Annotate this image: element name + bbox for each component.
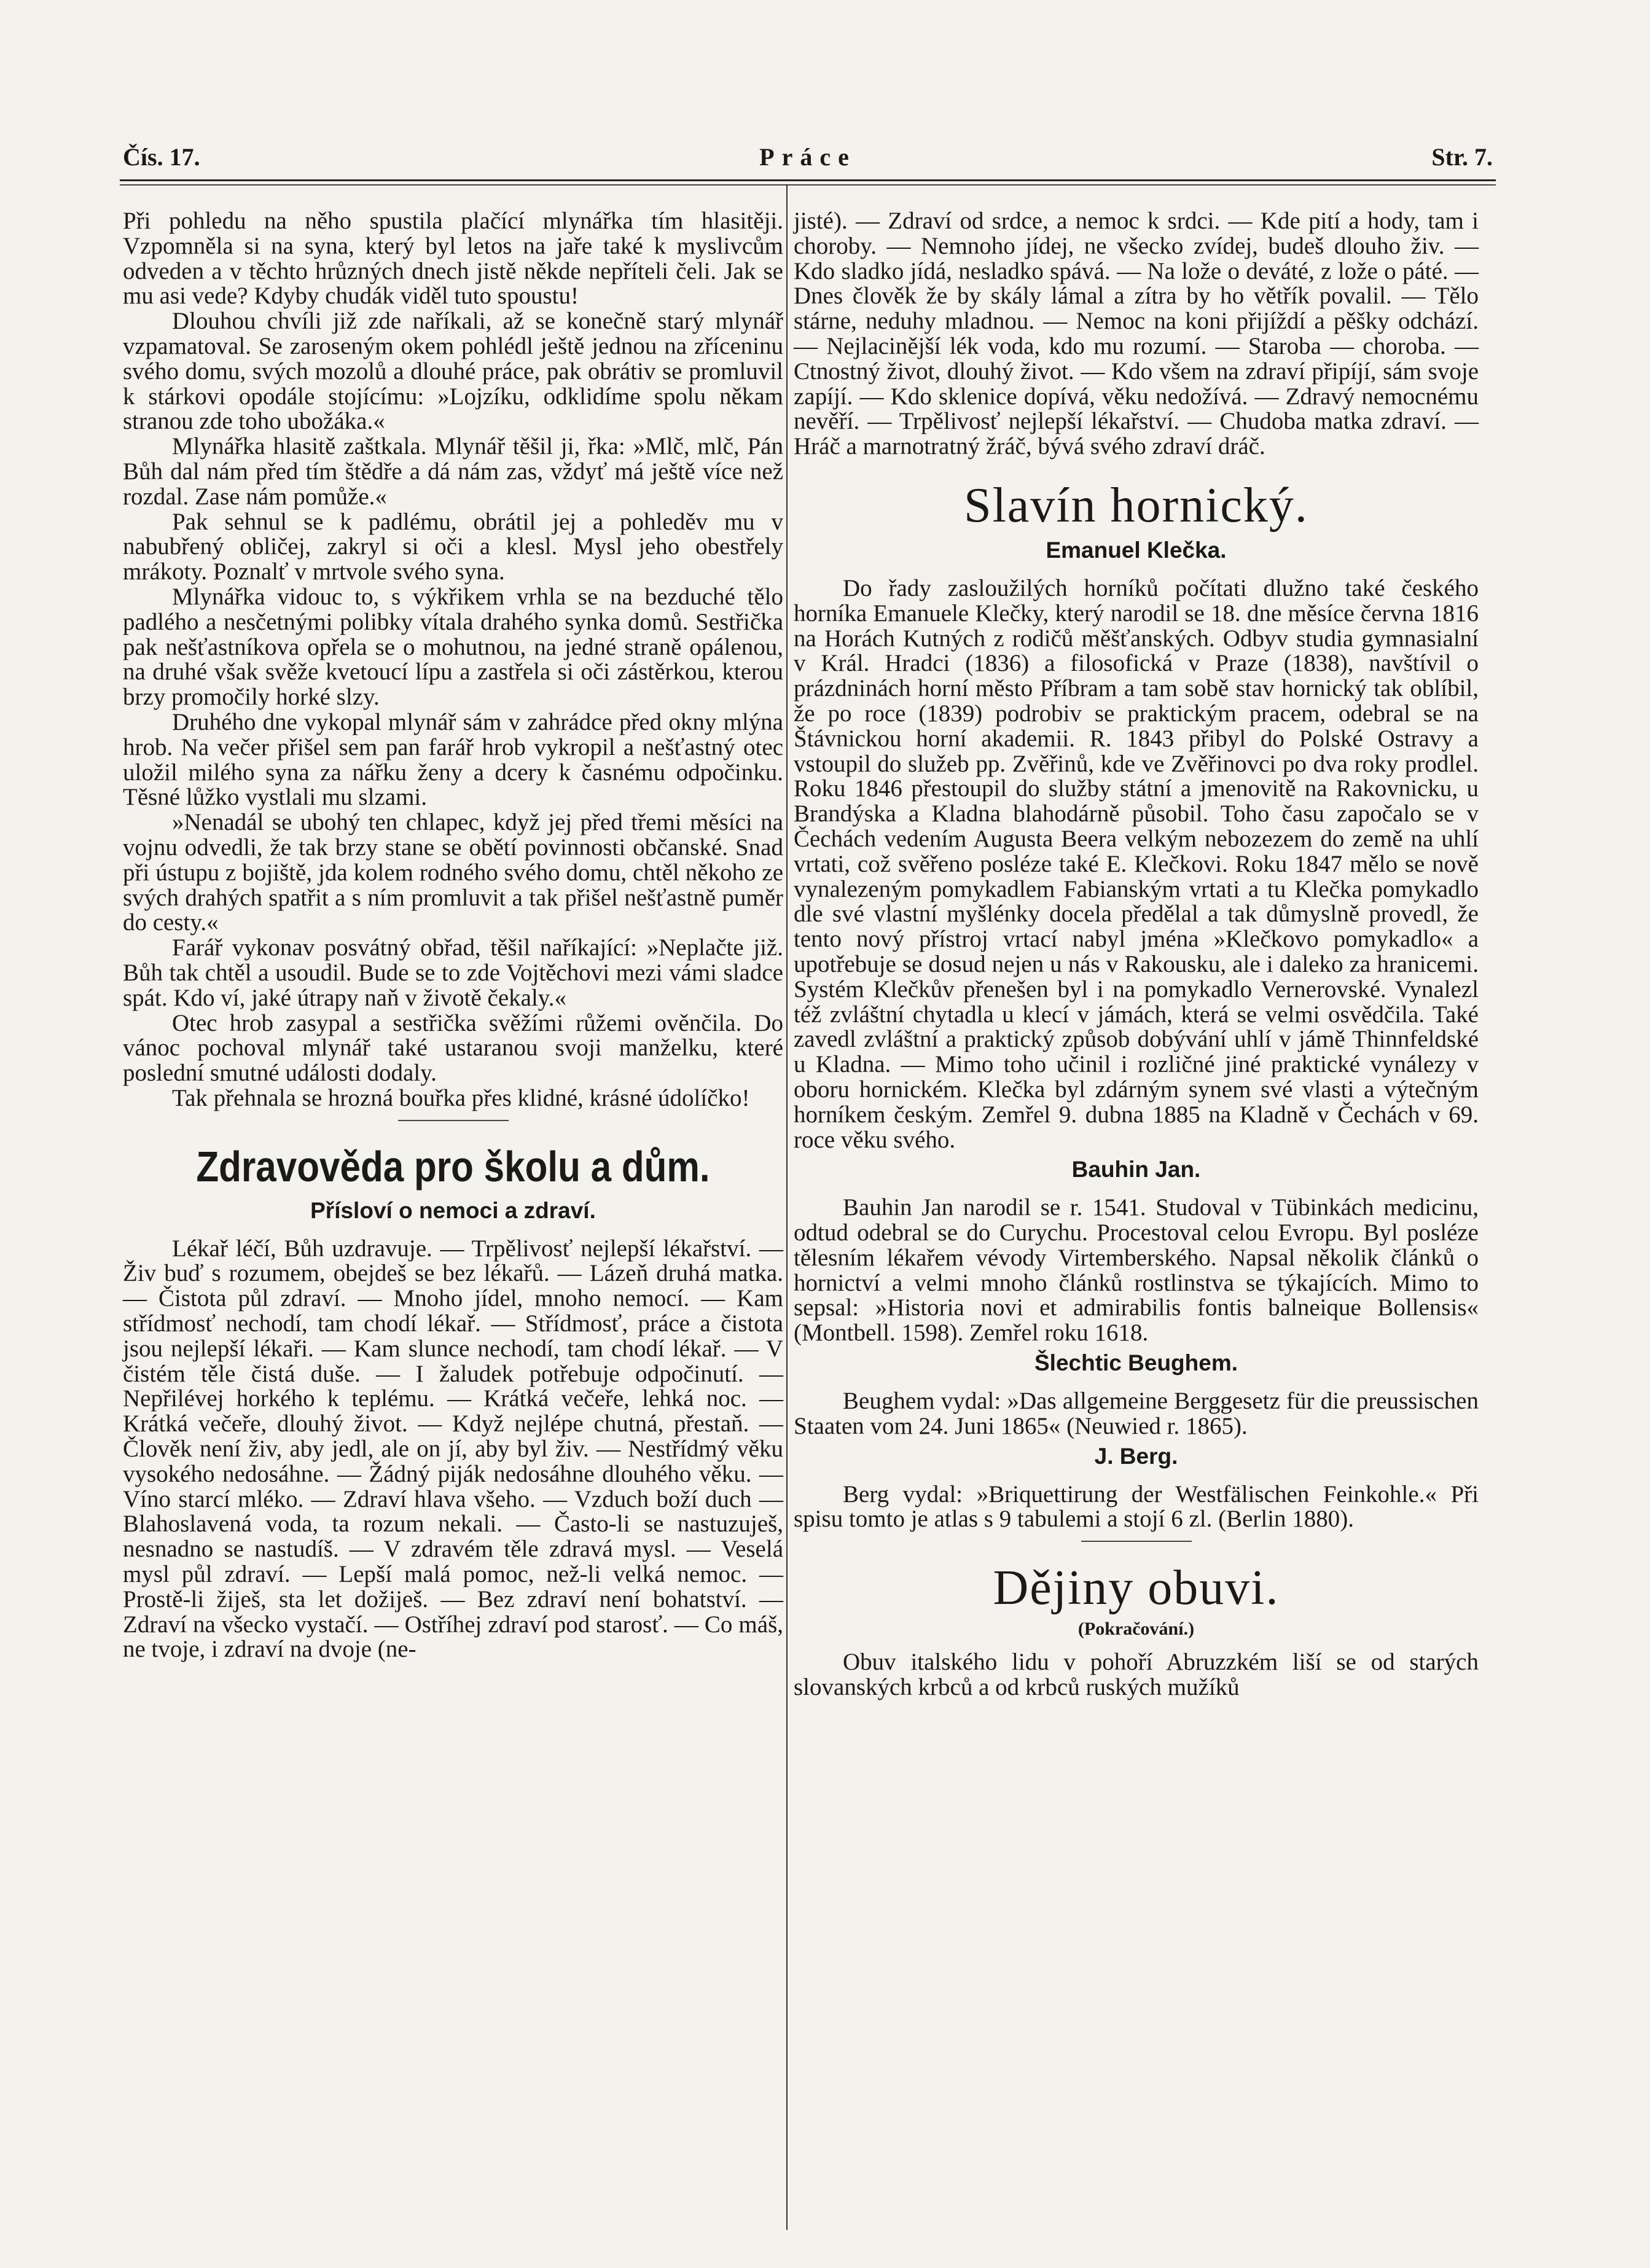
newspaper-title: Práce [759, 143, 856, 171]
story-paragraph: Otec hrob zasypal a sestřička svěžími růžemi ověnčila. Do vánoc pochoval mlynář také ustaranou svoji manželku, které poslední smutné události dodaly. [123, 1009, 783, 1087]
section-title-zdravoveda: Zdravověda pro školu a dům. [196, 1142, 710, 1191]
person-heading-bauhin: Bauhin Jan. [1071, 1157, 1201, 1183]
page-number: Str. 7. [1431, 143, 1493, 171]
story-paragraph: Tak přehnala se hrozná bouřka přes klidné, krásné údolíčko! [172, 1084, 750, 1111]
story-paragraph: Mlynářka hlasitě zaštkala. Mlynář těšil ji, řka: »Mlč, mlč, Pán Bůh dal nám před tím štědře a dá nám zas, vždyť má ještě více než rozdal. Zase nám pomůže.« [123, 433, 783, 510]
left-column [123, 209, 783, 1662]
story-paragraph: Pak sehnul se k padlému, obrátil jej a pohleděv mu v nabubřený obličej, zakryl si oči a klesl. Mysl jeho obestřely mrákoty. Poznalť v mrtvole svého syna. [123, 508, 783, 585]
section-separator [398, 1120, 509, 1121]
header-rule [120, 179, 1496, 181]
section-subtitle-prislovi: Přísloví o nemoci a zdraví. [310, 1197, 596, 1223]
person-heading-klecka: Emanuel Klečka. [1046, 537, 1227, 563]
page-header [123, 143, 1493, 179]
issue-number: Čís. 17. [123, 143, 200, 171]
proverbs-text: Lékař léčí, Bůh uzdravuje. — Trpělivosť nejlepší lékařství. — Živ buď s rozumem, obejdeš se bez lékařů. — Lázeň druhá matka. — Čistota půl zdraví. — Mnoho jídel, mnoho nemocí. — Kam střídmosť nechodí, tam chodí lékař. — Střídmosť, práce a čistota jsou nejlepší lékaři. — Kam slunce nechodí, tam chodí lékař. — V čistém těle čistá duše. — I žaludek potřebuje odpočinutí. — Nepřilévej horkého k teplému. — Krátká večeře, lehká noc. — Krátká večeře, dlouhý život. — Když nejlépe chutná, přestaň. — Člověk není živ, aby jedl, ale on jí, aby byl živ. — Nestřídmý věku vysokého nedosáhne. — Žádný piják nedosáhne dlouhého věku. — Víno starcí mléko. — Zdraví hlava všeho. — Vzduch boží duch — Blahoslavená voda, ta rozum nekali. — Často-li se nastuzuješ, nesnadno se nastudíš. — V zdravém těle zdravá mysl. — Veselá mysl půl zdraví. — Lepší malá pomoc, než-li velká nemoc. — Prostě-li žiješ, sta let dožiješ. — Bez zdraví není bohatství. — Zdraví na všecko vystačí. — Ostříhej zdraví pod starosť. — Co máš, ne tvoje, i zdraví na dvoje (ne- [123, 1235, 783, 1663]
person-heading-beughem: Šlechtic Beughem. [1034, 1350, 1238, 1376]
story-paragraph: Při pohledu na něho spustila plačící mlynářka tím hlasitěji. Vzpomněla si na syna, který byl letos na jaře také k myslivcům odveden a v těchto hrůzných dnech jistě někde nepříteli čeli. Jak se mu asi vede? Kdyby chudák viděl tuto spoustu! [123, 208, 783, 310]
klecka-biography: Do řady zasloužilých horníků počítati dlužno také českého horníka Emanuele Klečky, který narodil se 18. dne měsíce června 1816 na Horách Kutných z rodičů měšťanských. Odbyv studia gymnasialní v Král. Hradci (1836) a filosofická v Praze (1838), navštívil o prázdninách horní město Příbram a tam sobě stav hornický tak oblíbil, že po roce (1839) podrobiv se praktickým pracem, odebral se na Štávnickou horní akademii. R. 1843 přibyl do Polské Ostravy a vstoupil do služeb pp. Zvěřinů, kde ve Zvěřinovci po dva roky prodlel. Roku 1846 přestoupil do služby státní a jmenovitě na Rakovnicku, u Brandýska a Kladna blahodárně působil. Toho času započalo se v Čechách vedením Augusta Beera velkým nebozezem do země na uhlí vrtati, což svěřeno posléze také E. Klečkovi. Roku 1847 mělo se nově vynalezeným pomykadlem Fabianským vrtati a tu Klečka pomykadlo dle své vlastní myšlénky docela předělal a tak důmyslně provedl, že tento nový přístroj vrtací nabyl jména »Klečkovo pomykadlo« a upotřebuje se dosud nejen u nás v Rakousku, ale i daleko za hranicemi. Systém Klečkův přenešen byl i na pomykadlo Vernerovské. Vynalezl též zvláštní chytadla u klecí v jámách, která se velmi osvědčila. Také zavedl zvláštní a praktický způsob dobývání uhlí v jámě Thinnfeldské u Kladna. — Mimo toho učinil i rozličné jiné praktické vynálezy v oboru hornickém. Klečka byl zdárným synem své vlasti a výtečným horníkem českým. Zemřel 9. dubna 1885 na Kladně v Čechách v 69. roce věku svého. [794, 574, 1479, 1153]
section-separator [1081, 1541, 1192, 1542]
story-paragraph: »Nenadál se ubohý ten chlapec, když jej před třemi měsíci na vojnu odvedli, že tak brzy stane se obětí povinnosti občanské. Snad při ústupu z bojiště, jda kolem rodného svého domu, chtěl někoho ze svých drahých spatřit a s ním promluvit a tak přišel nešťastně puměr do cesty.« [123, 809, 783, 936]
story-paragraph: Farář vykonav posvátný obřad, těšil naříkající: »Neplačte již. Bůh tak chtěl a usoudil. Bude se to zde Vojtěchovi mezi vámi sladce spát. Kdo ví, jaké útrapy naň v životě čekaly.« [123, 934, 783, 1011]
story-paragraph: Mlynářka vidouc to, s výkřikem vrhla se na bezduché tělo padlého a nesčetnými polibky vítala drahého synka domů. Sestřička pak nešťastníkova opřela se o mohutnou, na jedné straně opálenou, na druhé však svěže kvetoucí lípu a zastřela si oči zástěrkou, kterou brzy promočily horké slzy. [123, 583, 783, 711]
header-rule-thin [120, 184, 1496, 186]
beughem-biography: Beughem vydal: »Das allgemeine Berggesetz für die preussischen Staaten vom 24. Juni 1865« (Neuwied r. 1865). [794, 1388, 1479, 1439]
berg-biography: Berg vydal: »Briquettirung der Westfälischen Feinkohle.« Při spisu tomto je atlas s 9 tabulemi a stojí 6 zl. (Berlin 1880). [794, 1480, 1479, 1533]
right-column [794, 209, 1479, 1700]
proverbs-continued: jisté). — Zdraví od srdce, a nemoc k srdci. — Kde pití a hody, tam i choroby. — Nemnoho jídej, ne všecko zvídej, budeš dlouho živ. — Kdo sladko jídá, nesladko spává. — Na lože o deváté, z lože o páté. — Dnes člověk že by skály lámal a zítra by ho větřík povalil. — Tělo stárne, neduhy mladnou. — Nemoc na koni přijíždí a pěšky odchází. — Nejlacinější lék voda, kdo mu rozumí. — Staroba — choroba. — Ctnostný život, dlouhý život. — Kdo všem na zdraví připíjí, sám svoje zapíjí. — Kdo sklenice dopívá, věku nedožívá. — Zdravý nemocnému nevěří. — Trpělivosť nejlepší lékařství. — Chudoba matka zdraví. — Hráč a marnotratný žráč, bývá svého zdraví dráč. [794, 208, 1479, 460]
section-title-obuv: Dějiny obuvi. [993, 1561, 1280, 1616]
bauhin-biography: Bauhin Jan narodil se r. 1541. Studoval v Tübinkách medicinu, odtud odebral se do Curychu. Procestoval celou Evropu. Byl posléze tělesním lékařem vévody Virtemberského. Napsal několik článků o hornictví a velmi mnoho článků rostlinstva se týkajících. Mimo to sepsal: »Historia novi et admirabilis fontis balneique Bollensis« (Montbell. 1598). Zemřel roku 1618. [794, 1194, 1479, 1347]
section-title-slavin: Slavín hornický. [964, 478, 1308, 533]
story-paragraph: Druhého dne vykopal mlynář sám v zahrádce před okny mlýna hrob. Na večer přišel sem pan farář hrob vykropil a nešťastný otec uložil milého syna za nářku ženy a dcery k časnému odpočinku. Těsné lůžko vystlali mu slzami. [123, 708, 783, 811]
obuv-text: Obuv italského lidu v pohoří Abruzzkém liší se od starých slovanských krbců a od krbců ruských mužíků [794, 1649, 1479, 1701]
column-divider [786, 184, 788, 2230]
continuation-note: (Pokračování.) [1077, 1619, 1195, 1640]
person-heading-berg: J. Berg. [1094, 1443, 1178, 1469]
story-paragraph: Dlouhou chvíli již zde naříkali, až se konečně starý mlynář vzpamatoval. Se zaroseným okem pohlédl ještě jednou na zříceninu svého domu, svých mozolů a dlouhé práce, pak obrátiv se promluvil k stárkovi opodále stojícímu: »Lojzíku, odklidíme spolu někam stranou zde toho ubožáka.« [123, 308, 783, 435]
